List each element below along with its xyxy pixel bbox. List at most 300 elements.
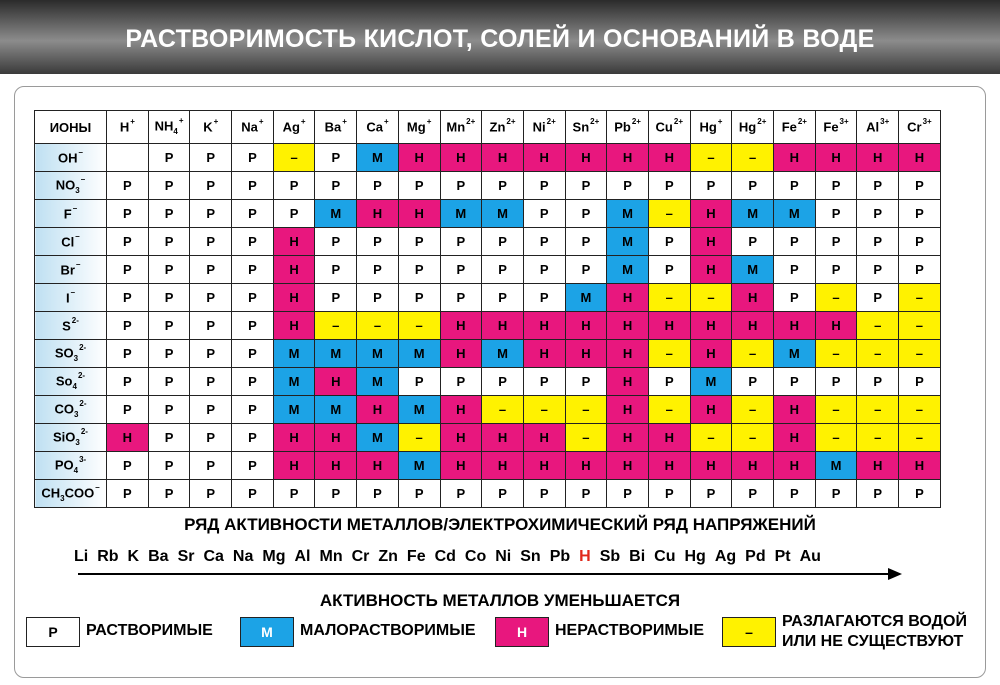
solubility-cell: М (607, 256, 649, 284)
solubility-cell: Р (190, 340, 232, 368)
solubility-cell: М (482, 200, 524, 228)
solubility-cell: Р (857, 200, 899, 228)
table-row (35, 256, 941, 284)
solubility-cell: Р (148, 172, 190, 200)
cation-header: Ca+ (357, 111, 399, 144)
solubility-cell: Р (815, 172, 857, 200)
solubility-cell: Р (357, 256, 399, 284)
solubility-cell: Н (857, 452, 899, 480)
cation-header: $Fe^{2+}$ (774, 111, 816, 144)
solubility-cell: Н (648, 452, 690, 480)
activity-series (74, 548, 830, 572)
solubility-cell: – (648, 396, 690, 424)
solubility-cell: М (732, 256, 774, 284)
solubility-cell: Р (565, 480, 607, 508)
anion-label: F– (35, 200, 107, 228)
solubility-cell: Р (107, 256, 149, 284)
solubility-cell: – (857, 312, 899, 340)
solubility-cell: Н (523, 452, 565, 480)
solubility-cell: – (398, 312, 440, 340)
solubility-cell: Р (190, 480, 232, 508)
solubility-cell: Р (232, 284, 274, 312)
solubility-cell: Р (774, 480, 816, 508)
cation-header: $Cr^{3+}$ (899, 111, 941, 144)
solubility-cell: Р (273, 480, 315, 508)
cation-header: Mg+ (398, 111, 440, 144)
activity-decrease-label: АКТИВНОСТЬ МЕТАЛЛОВ УМЕНЬШАЕТСЯ (319, 591, 681, 610)
table-row (35, 480, 941, 508)
solubility-cell: Н (648, 312, 690, 340)
solubility-cell: Р (523, 172, 565, 200)
solubility-cell: Р (190, 312, 232, 340)
solubility-cell: Н (690, 452, 732, 480)
solubility-cell: Н (440, 144, 482, 172)
legend-decompose-label (782, 612, 967, 652)
series-metal: Cr (351, 548, 370, 565)
solubility-cell: Н (523, 340, 565, 368)
solubility-cell: Н (440, 340, 482, 368)
anion-label: Cl– (35, 228, 107, 256)
solubility-cell: Р (148, 424, 190, 452)
solubility-cell: М (398, 452, 440, 480)
solubility-cell: Н (565, 340, 607, 368)
solubility-cell: – (565, 396, 607, 424)
solubility-cell: Р (232, 368, 274, 396)
solubility-cell: – (565, 424, 607, 452)
solubility-cell: Р (107, 340, 149, 368)
solubility-cell: Р (190, 368, 232, 396)
cation-header: $Hg^{2+}$ (732, 111, 774, 144)
solubility-cell: Р (774, 228, 816, 256)
series-metal: Li (74, 548, 89, 565)
solubility-cell: Н (315, 368, 357, 396)
solubility-cell: – (482, 396, 524, 424)
solubility-cell: Н (607, 312, 649, 340)
solubility-cell: Р (148, 284, 190, 312)
solubility-cell: М (273, 368, 315, 396)
solubility-cell: Р (148, 256, 190, 284)
solubility-cell: Р (315, 256, 357, 284)
solubility-cell: Р (190, 172, 232, 200)
solubility-cell: Р (482, 172, 524, 200)
solubility-cell: Н (774, 424, 816, 452)
solubility-cell: Р (523, 256, 565, 284)
solubility-cell: Н (607, 424, 649, 452)
solubility-cell: Р (315, 284, 357, 312)
cation-header: Ba+ (315, 111, 357, 144)
solubility-cell: Р (523, 480, 565, 508)
solubility-cell: – (815, 396, 857, 424)
solubility-cell: Р (398, 368, 440, 396)
solubility-cell: М (315, 200, 357, 228)
solubility-table (34, 110, 941, 508)
solubility-cell: Р (523, 228, 565, 256)
table-row (35, 284, 941, 312)
solubility-cell: Р (148, 312, 190, 340)
solubility-cell: Р (648, 480, 690, 508)
series-metal: Cd (434, 548, 456, 565)
solubility-cell: – (857, 396, 899, 424)
solubility-cell: Н (774, 312, 816, 340)
solubility-cell: Н (273, 312, 315, 340)
solubility-cell: Р (190, 424, 232, 452)
anion-label: $CO_3^{2-}$ (35, 396, 107, 424)
table-row (35, 312, 941, 340)
series-metal: K (127, 548, 140, 565)
header-row (35, 111, 941, 144)
solubility-cell: Р (732, 480, 774, 508)
solubility-cell: Н (732, 284, 774, 312)
solubility-cell: Р (357, 480, 399, 508)
solubility-cell: – (899, 312, 941, 340)
solubility-cell: Н (774, 144, 816, 172)
solubility-cell: Р (357, 228, 399, 256)
solubility-cell: Р (232, 228, 274, 256)
solubility-cell: М (482, 340, 524, 368)
solubility-cell: Н (899, 452, 941, 480)
solubility-cell: Р (899, 200, 941, 228)
anion-label: $S^{2-}$ (35, 312, 107, 340)
solubility-cell: – (732, 424, 774, 452)
solubility-cell: – (398, 424, 440, 452)
solubility-cell: Р (482, 256, 524, 284)
solubility-cell: Р (398, 480, 440, 508)
solubility-cell: Р (815, 256, 857, 284)
solubility-cell: Р (148, 200, 190, 228)
solubility-cell: Н (774, 452, 816, 480)
solubility-cell: Р (107, 368, 149, 396)
solubility-cell: Н (732, 312, 774, 340)
solubility-cell: Н (648, 424, 690, 452)
solubility-cell: Р (565, 256, 607, 284)
cation-header: $Mn^{2+}$ (440, 111, 482, 144)
solubility-cell: Н (565, 312, 607, 340)
solubility-cell: Р (857, 480, 899, 508)
solubility-cell: Н (482, 144, 524, 172)
solubility-cell: Р (232, 144, 274, 172)
solubility-cell: Р (440, 284, 482, 312)
solubility-cell: Н (690, 396, 732, 424)
page-title: РАСТВОРИМОСТЬ КИСЛОТ, СОЛЕЙ И ОСНОВАНИЙ В ВОДЕ (125, 25, 875, 53)
solubility-cell: Р (440, 256, 482, 284)
solubility-cell: Р (190, 452, 232, 480)
cation-header: Hg+ (690, 111, 732, 144)
solubility-cell: – (648, 340, 690, 368)
solubility-cell: Р (857, 256, 899, 284)
cation-header: $Ni^{2+}$ (523, 111, 565, 144)
solubility-cell: Н (690, 312, 732, 340)
series-metal: Fe (406, 548, 426, 565)
series-metal: Rb (97, 548, 119, 565)
solubility-cell: Р (190, 284, 232, 312)
solubility-cell: – (648, 284, 690, 312)
solubility-cell: Н (607, 340, 649, 368)
solubility-cell: Н (357, 396, 399, 424)
cation-header: $Zn^{2+}$ (482, 111, 524, 144)
solubility-cell: – (857, 424, 899, 452)
solubility-cell: Н (690, 200, 732, 228)
anion-label: $NO_3^-$ (35, 172, 107, 200)
solubility-cell: Н (273, 256, 315, 284)
solubility-cell: М (774, 340, 816, 368)
solubility-cell: Р (482, 368, 524, 396)
solubility-cell: М (273, 340, 315, 368)
cation-header: $NH_4^+$ (148, 111, 190, 144)
solubility-cell: Р (857, 172, 899, 200)
series-metal: Hg (684, 548, 706, 565)
solubility-cell: Н (732, 452, 774, 480)
solubility-cell: Н (440, 424, 482, 452)
solubility-cell: Р (774, 368, 816, 396)
table-row (35, 200, 941, 228)
solubility-cell: Н (607, 144, 649, 172)
solubility-cell: Р (607, 172, 649, 200)
solubility-cell: Р (774, 256, 816, 284)
table-row (35, 228, 941, 256)
solubility-cell: Р (190, 256, 232, 284)
solubility-cell: Н (565, 144, 607, 172)
solubility-cell: Н (774, 396, 816, 424)
anion-label: SiO$_3^{2-}$ (35, 424, 107, 452)
solubility-cell: Р (899, 256, 941, 284)
legend-insoluble-swatch: Н (495, 617, 549, 647)
solubility-cell: – (899, 284, 941, 312)
solubility-cell: – (732, 144, 774, 172)
cation-header: Na+ (232, 111, 274, 144)
table-row (35, 424, 941, 452)
solubility-cell: Н (690, 340, 732, 368)
solubility-cell: Р (523, 368, 565, 396)
cation-header: $Al^{3+}$ (857, 111, 899, 144)
solubility-cell: Р (857, 284, 899, 312)
legend-decompose-line2: ИЛИ НЕ СУЩЕСТВУЮТ (782, 633, 964, 650)
solubility-cell: Р (398, 284, 440, 312)
activity-series-title: РЯД АКТИВНОСТИ МЕТАЛЛОВ/ЭЛЕКТРОХИМИЧЕСКИЙ РЯД НАПРЯЖЕНИЙ (184, 515, 816, 534)
solubility-cell: Н (482, 424, 524, 452)
series-metal: Ba (148, 548, 169, 565)
solubility-cell: Р (440, 368, 482, 396)
solubility-cell: Р (398, 228, 440, 256)
anion-label: $So_4^{2-}$ (35, 368, 107, 396)
anion-label: $SO_3^{2-}$ (35, 340, 107, 368)
anion-label: OH– (35, 144, 107, 172)
cation-header: $Pb^{2+}$ (607, 111, 649, 144)
solubility-cell: Р (232, 396, 274, 424)
solubility-cell: Р (607, 480, 649, 508)
solubility-cell: М (607, 228, 649, 256)
solubility-cell: Н (523, 312, 565, 340)
solubility-cell: Н (273, 452, 315, 480)
solubility-cell: Р (482, 480, 524, 508)
table-row (35, 396, 941, 424)
solubility-cell: Р (565, 228, 607, 256)
solubility-cell: Н (523, 144, 565, 172)
solubility-cell: Р (190, 144, 232, 172)
solubility-cell: – (857, 340, 899, 368)
series-metal: Pd (745, 548, 766, 565)
solubility-cell: Р (107, 452, 149, 480)
solubility-cell: Н (398, 200, 440, 228)
solubility-cell: Н (440, 396, 482, 424)
solubility-cell: – (815, 340, 857, 368)
solubility-cell: Р (815, 228, 857, 256)
solubility-cell: Н (607, 284, 649, 312)
arrow-line (78, 573, 890, 575)
solubility-cell: Р (774, 284, 816, 312)
ions-header: ИОНЫ (35, 111, 107, 144)
series-metal: H (579, 548, 591, 565)
legend-slight-label: МАЛОРАСТВОРИМЫЕ (300, 622, 476, 639)
solubility-cell: Р (857, 228, 899, 256)
solubility-cell: Р (565, 200, 607, 228)
solubility-cell: Р (815, 200, 857, 228)
solubility-cell: Н (107, 424, 149, 452)
series-metal: Ca (203, 548, 224, 565)
solubility-cell: Р (398, 256, 440, 284)
solubility-cell: Р (107, 312, 149, 340)
series-metal: Sb (599, 548, 621, 565)
solubility-cell: М (774, 200, 816, 228)
solubility-cell: – (690, 424, 732, 452)
solubility-cell: – (523, 396, 565, 424)
solubility-cell: Р (648, 368, 690, 396)
solubility-cell: Н (690, 256, 732, 284)
solubility-cell: Н (315, 424, 357, 452)
solubility-cell: Р (232, 480, 274, 508)
solubility-cell: – (899, 396, 941, 424)
cation-header: H+ (107, 111, 149, 144)
solubility-cell: М (315, 396, 357, 424)
solubility-cell: Р (232, 312, 274, 340)
solubility-cell (107, 144, 149, 172)
table-row (35, 340, 941, 368)
solubility-cell: Р (774, 172, 816, 200)
solubility-cell: Р (107, 172, 149, 200)
solubility-cell: Р (232, 256, 274, 284)
solubility-cell: Р (315, 228, 357, 256)
solubility-cell: Р (899, 480, 941, 508)
solubility-cell: – (690, 284, 732, 312)
solubility-cell: – (815, 424, 857, 452)
solubility-cell: Н (357, 452, 399, 480)
cation-header: $Sn^{2+}$ (565, 111, 607, 144)
solubility-cell: Р (899, 228, 941, 256)
solubility-cell: Н (899, 144, 941, 172)
cation-header: Ag+ (273, 111, 315, 144)
solubility-cell: Р (107, 228, 149, 256)
solubility-cell: М (273, 396, 315, 424)
anion-label: $CH_3COO^-$ (35, 480, 107, 508)
solubility-cell: М (357, 424, 399, 452)
cation-header: K+ (190, 111, 232, 144)
series-metal: Co (464, 548, 487, 565)
series-metal: Ni (495, 548, 512, 565)
solubility-cell: Р (148, 340, 190, 368)
solubility-cell: М (357, 368, 399, 396)
series-metal: Mn (319, 548, 343, 565)
anion-label: $PO_4^{3-}$ (35, 452, 107, 480)
solubility-cell: Р (482, 228, 524, 256)
solubility-cell: Н (273, 228, 315, 256)
solubility-cell: Р (565, 172, 607, 200)
solubility-cell: Н (482, 452, 524, 480)
solubility-cell: М (565, 284, 607, 312)
solubility-cell: Н (690, 228, 732, 256)
solubility-cell: Н (857, 144, 899, 172)
solubility-cell: Р (190, 200, 232, 228)
solubility-cell: – (732, 396, 774, 424)
solubility-cell: Н (815, 312, 857, 340)
solubility-cell: Р (565, 368, 607, 396)
solubility-cell: Р (190, 228, 232, 256)
solubility-cell: Р (107, 200, 149, 228)
solubility-cell: Н (607, 452, 649, 480)
solubility-cell: Р (899, 368, 941, 396)
solubility-cell: Р (315, 172, 357, 200)
series-metal: Cu (654, 548, 676, 565)
solubility-cell: Н (440, 452, 482, 480)
solubility-cell: Р (523, 284, 565, 312)
solubility-cell: Р (899, 172, 941, 200)
solubility-cell: – (315, 312, 357, 340)
solubility-cell: Н (273, 284, 315, 312)
legend-slight-swatch: М (240, 617, 294, 647)
legend-soluble-swatch: Р (26, 617, 80, 647)
solubility-cell: – (815, 284, 857, 312)
series-metal: Al (294, 548, 311, 565)
solubility-cell: – (899, 424, 941, 452)
legend-decompose-swatch: – (722, 617, 776, 647)
solubility-cell: Р (232, 172, 274, 200)
anion-label: I– (35, 284, 107, 312)
cation-header: $Cu^{2+}$ (648, 111, 690, 144)
solubility-cell: Р (148, 480, 190, 508)
solubility-cell: Н (482, 312, 524, 340)
cation-header: $Fe^{3+}$ (815, 111, 857, 144)
solubility-cell: Р (190, 396, 232, 424)
solubility-cell: Н (648, 144, 690, 172)
solubility-cell: Р (315, 480, 357, 508)
solubility-cell: – (690, 144, 732, 172)
solubility-cell: Р (107, 396, 149, 424)
solubility-cell: Н (357, 200, 399, 228)
title-bar (0, 0, 1000, 74)
solubility-cell: Р (482, 284, 524, 312)
legend-decompose-line1: РАЗЛАГАЮТСЯ ВОДОЙ (782, 613, 967, 630)
table-row (35, 172, 941, 200)
solubility-cell: Р (315, 144, 357, 172)
solubility-cell: Р (648, 172, 690, 200)
solubility-cell: Р (648, 256, 690, 284)
solubility-cell: Р (690, 172, 732, 200)
solubility-cell: М (690, 368, 732, 396)
table-row (35, 144, 941, 172)
series-metal: Mg (262, 548, 286, 565)
solubility-cell: М (315, 340, 357, 368)
series-metal: Sn (520, 548, 541, 565)
arrow-right-icon (888, 568, 902, 580)
solubility-cell: – (357, 312, 399, 340)
solubility-cell: Р (148, 144, 190, 172)
solubility-cell: Р (232, 452, 274, 480)
series-metal: Pt (774, 548, 791, 565)
solubility-cell: Р (107, 480, 149, 508)
series-metal: Pb (549, 548, 571, 565)
solubility-cell: – (648, 200, 690, 228)
series-metal: Bi (629, 548, 646, 565)
solubility-cell: М (815, 452, 857, 480)
solubility-cell: Р (232, 200, 274, 228)
